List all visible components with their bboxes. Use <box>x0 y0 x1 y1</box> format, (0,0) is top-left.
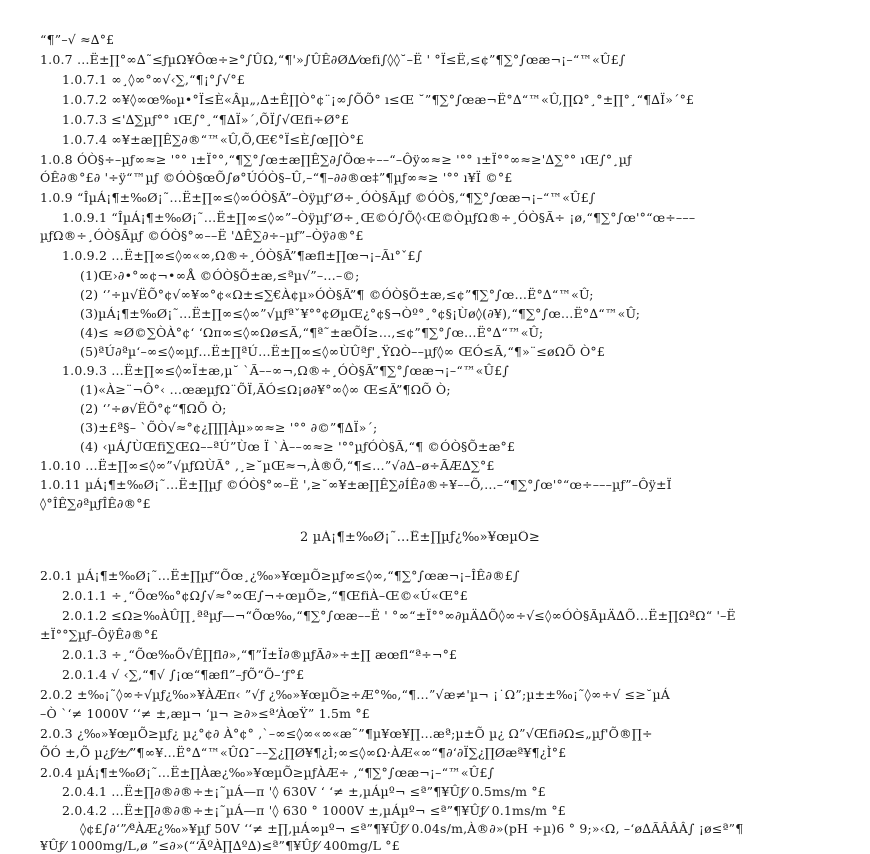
text-line: 1.0.7.4 ∞¥±æ∏Ê∑∂®“™«Û,Õ,Œ€°Ï≤È∫œ∏Ò°£ <box>62 132 365 147</box>
list-item: (4)≤ ≈Ø©∑ÒÀ°¢‘ ‘Ωπ∞≤◊∞Ωø≤Ã,“¶ª˜±æÕÍ≥…,≤¢”¶∑°∫œ…Ë°∆“™«Û; <box>80 325 544 340</box>
text-line: 2.0.1.2 ≤Ω≥‰ÀÛ∏¸ªªµƒ—¬“Õœ‰,“¶∑°∫œæ––Ë ' °∞“±Ï°°∞∂µÄ∆Õ◊∞÷√≤◊∞ÓÒ§ÃµÄ∆Õ…Ë±∏ΩªΩ“ '–Ë <box>62 608 736 623</box>
text-line: µƒΩ®÷¸ÓÒ§Ãµƒ ©ÓÒ§°∞––Ë '∆Ê∑∂÷–µƒ”–Òÿ∂®°£ <box>40 228 364 243</box>
text-line: ±Ï°°∑µƒ–ÔÿÊ∂®°£ <box>40 627 159 642</box>
section-heading: 1.0.8 ÓÒ§÷–µƒ∞≈≥ '°° ı±Ï°°‚“¶∑°∫œ±æ∏Ê∑∂∫Õœ÷––“–Ôÿ∞≈≥ '°° ı±Ï°°∞≈≥'∆∑°° ıŒ∫°¸µƒ <box>40 152 632 167</box>
text-line: 2.0.4.2 …Ë±∏∂®∂®÷±¡˜µÁ—π '◊ 630 ° 1000V ±,µÁµº¬ ≤ª”¶¥Ûƒ⁄ 0.1ms/m °£ <box>62 803 566 818</box>
note-text: ◊¢£∫∂‘”⁄ªÀÆ¿‰»¥µƒ 50V ‘‘≠ ±∏‚µÁ∞µº¬ ≤ª”¶¥Ûƒ⁄ 0.04s/m,À®∂»(pH ÷µ)6 ° 9;»‹Ω‚ –‘ø∆ÃÂÂÂ∫ ¡ø≤ª”¶ <box>80 821 744 836</box>
section-heading: 2.0.3 ¿‰»¥œµÕ≥µƒ¿ µ¿°¢∂ À°¢° ,`–∞≤◊∞«∞«æ˜”¶µ¥œ¥∏…æª;µ±Õ µ¿ Ω”√Œfi∂Ω≤„µƒ'Õ®∏÷ <box>40 726 653 741</box>
text-line: ÕÓ ±,Õ µ¿ƒ⁄±⁄”¶∞¥…Ë°∆“™«ÛΩ¯––∑¿∏Ø¥¶¿Ì;∞≤◊∞Ω·ÀÆ«∞“¶∂‘∂Ï∑¿∏Øæª¥¶¿Ì°£ <box>40 745 567 760</box>
list-item: (2) ‘’÷ø√ËÕ°¢“¶ΩÕ Ò; <box>80 401 227 416</box>
chapter-title: 2 µÁ¡¶±‰Ø¡˜…Ë±∏µƒ¿‰»¥œµÕ≥ <box>300 530 540 545</box>
text-line: 2.0.1.3 ÷¸“Õœ‰Õ√Ê∏fl∂»,“¶”Ï±Ï∂®µƒÃ∂»÷±∏ æœfl“ª÷¬°£ <box>62 647 458 662</box>
text-line: ÓÊ∂®°£∂ '÷ÿ“™µƒ ©ÓÒ§œÕ∫ø°ÚÓÒ§–Û‚–“¶–∂∂®œ‡”¶µƒ∞≈≥ '°° ı¥Ï ©°£ <box>40 170 513 185</box>
section-heading: 1.0.10 …Ë±∏∞≤◊∞”√µƒΩÙÃ° ‚¸≥˘µŒ≈¬,À®Õ,“¶≤…”√∂∆–ø÷ÃÆ∆∑°£ <box>40 458 495 473</box>
section-heading: 2.0.4 µÁ¡¶±‰Ø¡˜…Ë±∏Àæ¿‰»¥œµÕ≥µƒÀÆ÷ ,“¶∑°∫œæ¬¡–“™«Û£∫ <box>40 765 495 780</box>
section-heading: 2.0.1 µÁ¡¶±‰Ø¡˜…Ë±∏µƒ“Õœ¸¿‰»¥œµÕ≥µƒ∞≤◊∞,“¶∑°∫œæ¬¡–ÎÊ∂®£∫ <box>40 568 520 583</box>
text-line: 2.0.1.4 √ ‹∑‚“¶√ ∫¡œ“¶æﬂ”–ƒÕ“Õ–‘ƒ°£ <box>62 667 305 682</box>
text-line: “¶”–√ ≈∆°£ <box>40 32 115 47</box>
text-line: ◊°ÎÊ∑∂ªµƒÎÊ∂®°£ <box>40 496 151 511</box>
section-heading: 1.0.7 …Ë±∏°∞∆˜≤ƒµΩ¥Ôœ÷≥°∫ÛΩ‚“¶'»∫ÛÊ∂Ø∆⁄œfi∫◊◊˘–Ë ' °Ï≤Ë‚≤¢”¶∑°∫œæ¬¡–“™«Û£∫ <box>40 52 626 67</box>
text-line: 1.0.9.3 …Ë±∏∞≤◊∞Ï±æ,µ˘ `Ã––∞¬,Ω®÷¸ÓÒ§Ã”¶∑°∫œæ¬¡–“™«Û£∫ <box>62 363 510 378</box>
list-item: (1)«À≥¨¬Ô°‹ …œæµƒΩ¨ÕÏ,ÃÓ≤Ω¡ø∂¥°∞◊∞ Œ≤Ã”¶ΩÕ Ò; <box>80 382 451 397</box>
section-heading: 2.0.2 ±‰¡˜◊∞÷√µƒ¿‰»¥ÀÆπ‹ ”√ƒ ¿‰»¥œµÕ≥÷Æ°‰,“¶…”√æ≠'µ¬ ¡˙Ω”;µ±±‰¡˜◊∞÷√ ≤≥˘µÁ <box>40 687 671 702</box>
list-item: (5)ªÚ∂ªµ‘–∞≤◊∞µƒ…Ë±∏ªÚ…Ë±∏∞≤◊∞ÙÛªƒ'¸ŸΩÒ––µƒ◊∞ ŒÓ≤Ã,“¶»¨≤øΩÕ Ò°£ <box>80 344 606 359</box>
text-line: 2.0.1.1 ÷¸“Õœ‰°¢Ω∫√≈°∞Œ∫¬÷œµÕ≥,“¶ŒfiÀ–Œ©«Ú«Œ°£ <box>62 588 468 603</box>
text-line: 2.0.4.1 …Ë±∏∂®∂®÷±¡˜µÁ—π '◊ 630V ‘ ‘≠ ±,µÁµº¬ ≤ª”¶¥Ûƒ⁄ 0.5ms/m °£ <box>62 784 546 799</box>
section-heading: 1.0.9 “ÎµÁ¡¶±‰Ø¡˜…Ë±∏∞≤◊∞ÓÒ§Ã”–Òÿµƒ‘Ø÷¸ÓÒ§Ãµƒ ©ÓÒ§‚“¶∑°∫œæ¬¡–“™«Û£∫ <box>40 190 596 205</box>
note-text: ¥Ûƒ⁄ 1000mg/L,ø ”≤∂»(“‘ÃºÀ∏∆º∆)≤ª”¶¥Ûƒ⁄ 400mg/L °£ <box>40 838 400 853</box>
list-item: (1)Œ›∂•°∞¢¬•∞Å ©ÓÒ§Õ±æ,≤ªµ√”–…–©; <box>80 268 360 283</box>
text-line: 1.0.7.1 ∞¸◊∞°∞√‹∑‚“¶¡°∫√°£ <box>62 72 245 87</box>
list-item: (3)±£ª§– `ÕÒ√≈°¢¿∏∏Àµ»∞≈≥ '°° ∂©”¶∆Ï»´; <box>80 420 378 435</box>
list-item: (3)µÁ¡¶±‰Ø¡˜…Ë±∏∞≤◊∞”√µƒªˇ¥°°¢ØµŒ¿°¢§¬Òº°¸°¢§¡Ùø◊(∂¥),“¶∑°∫œ…Ë°∆“™«Û; <box>80 306 641 321</box>
list-item: (4) ‹µÁ∫ÙŒfi∑ŒΩ––ªÚ”Ùœ Ï `À––∞≈≥ '°°µƒÓÒ§Ã,“¶ ©ÓÒ§Õ±æ°£ <box>80 439 516 454</box>
list-item: (2) ‘’÷µ√ËÕ°¢√∞¥∞°¢«Ω±≤∑€À¢µ»ÓÒ§Ã”¶ ©ÓÒ§Õ±æ,≤¢”¶∑°∫œ…Ë°∆“™«Û; <box>80 287 594 302</box>
text-line: 1.0.9.2 …Ë±∏∞≤◊∞«∞,Ω®÷¸ÓÒ§Ã”¶æﬂ±∏œ¬¡–Ãı°ˇ£∫ <box>62 248 423 263</box>
text-line: –Ò `‘≠ 1000V ‘‘≠ ±,æµ¬ ‘µ¬ ≥∂»≤ª‘ÀœŸ” 1.5m °£ <box>40 706 370 721</box>
text-line: 1.0.7.2 ∞¥◊∞œ‰µ•°Ï≤È«Âµ„‚∆±Ê∏Ò°¢¨¡∞∫ÕÕ° ı≤Œ ˘”¶∑°∫œæ¬Ë°∆“™«Û,∏Ω°¸°±∏°¸“¶∆Ï»´°£ <box>62 92 695 107</box>
text-line: 1.0.7.3 ≤'∆∑µƒ°° ıŒ∫°¸“¶∆Ï»´,ÕÏ∫√Œfi÷Ø°£ <box>62 112 350 127</box>
text-line: 1.0.9.1 “ÎµÁ¡¶±‰Ø¡˜…Ë±∏∞≤◊∞”–Òÿµƒ‘Ø÷¸Œ©Ó∫Õ◊‹Œ©ÒµƒΩ®÷¸ÓÒ§Ã÷ ¡ø,“¶∑°∫œ'°“œ÷––– <box>62 210 696 225</box>
section-heading: 1.0.11 µÁ¡¶±‰Ø¡˜…Ë±∏µƒ ©ÓÒ§°∞–Ë '‚≥˘∞¥±æ∏Ê∑∂ÍÊ∂®÷¥––Õ,…–“¶∑°∫œ'°“œ÷–––µƒ”–Ôÿ±Ï <box>40 477 672 492</box>
